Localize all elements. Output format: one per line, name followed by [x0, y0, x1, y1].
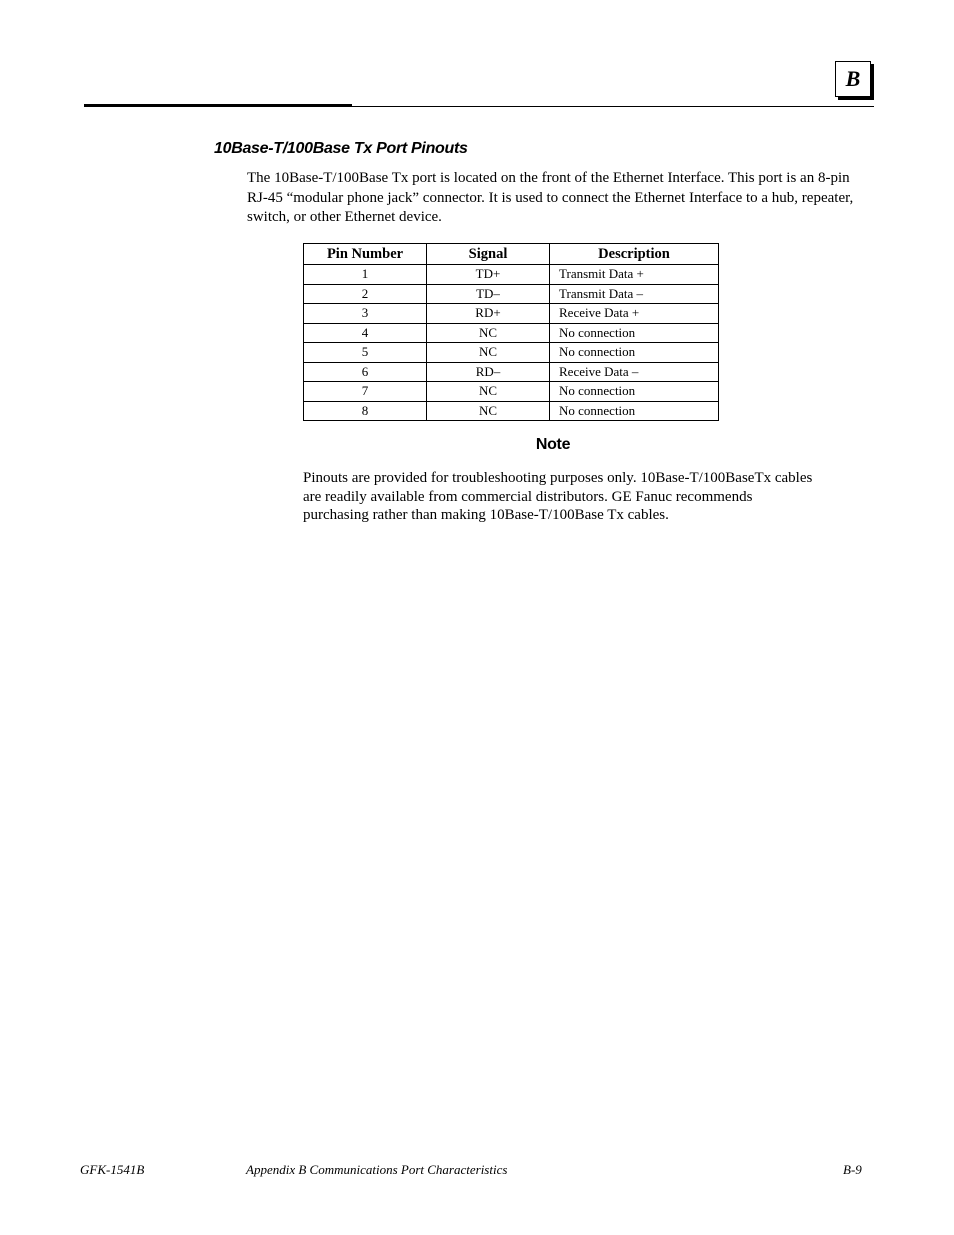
pin-number-cell: 1 [304, 265, 427, 285]
signal-cell: NC [427, 343, 550, 363]
footer-chapter-title: Appendix B Communications Port Characteristics [246, 1162, 508, 1177]
description-cell: Receive Data – [550, 362, 719, 382]
description-cell: No connection [550, 401, 719, 421]
note-body: Pinouts are provided for troubleshooting purposes only. 10Base-T/100BaseTx cables are readily available from commercial distributors. GE Fanuc recommends purchasing rather than making 10Base-T/100Base Tx cables. [303, 470, 813, 523]
signal-cell: TD+ [427, 265, 550, 285]
pin-number-cell: 4 [304, 323, 427, 343]
pinout-table [303, 243, 719, 421]
chapter-tab: B [835, 61, 871, 97]
signal-cell: NC [427, 382, 550, 402]
footer-page-number: B-9 [843, 1162, 862, 1177]
signal-cell: RD– [427, 362, 550, 382]
description-cell: No connection [550, 343, 719, 363]
signal-cell: TD– [427, 284, 550, 304]
note-title: Note [535, 436, 571, 453]
description-cell: Transmit Data – [550, 284, 719, 304]
pin-number-cell: 5 [304, 343, 427, 363]
description-cell: Transmit Data + [550, 265, 719, 285]
pin-number-cell: 8 [304, 401, 427, 421]
signal-cell: NC [427, 323, 550, 343]
table-row [304, 362, 719, 382]
description-cell: Receive Data + [550, 304, 719, 324]
pin-number-cell: 3 [304, 304, 427, 324]
description-cell: No connection [550, 382, 719, 402]
table-row [304, 265, 719, 285]
table-header-row [304, 244, 719, 265]
table-row [304, 284, 719, 304]
column-header-pin-number: Pin Number [304, 244, 427, 265]
table-row [304, 401, 719, 421]
table-row [304, 304, 719, 324]
intro-paragraph: The 10Base-T/100Base Tx port is located on the front of the Ethernet Interface. This port is an 8-pin RJ-45 “modular phone jack” connector. It is used to connect the Ethernet Interface to a hub, repeater, switch, or other Ethernet device. [247, 170, 854, 225]
column-header-description: Description [550, 244, 719, 265]
column-header-signal: Signal [427, 244, 550, 265]
description-cell: No connection [550, 323, 719, 343]
table-row [304, 323, 719, 343]
header-rule-thin [84, 106, 874, 107]
signal-cell: NC [427, 401, 550, 421]
table-row [304, 382, 719, 402]
signal-cell: RD+ [427, 304, 550, 324]
pin-number-cell: 7 [304, 382, 427, 402]
pin-number-cell: 2 [304, 284, 427, 304]
pin-number-cell: 6 [304, 362, 427, 382]
table-row [304, 343, 719, 363]
footer-doc-id: GFK-1541B [80, 1162, 145, 1177]
section-heading: 10Base-T/100Base Tx Port Pinouts [214, 140, 468, 157]
